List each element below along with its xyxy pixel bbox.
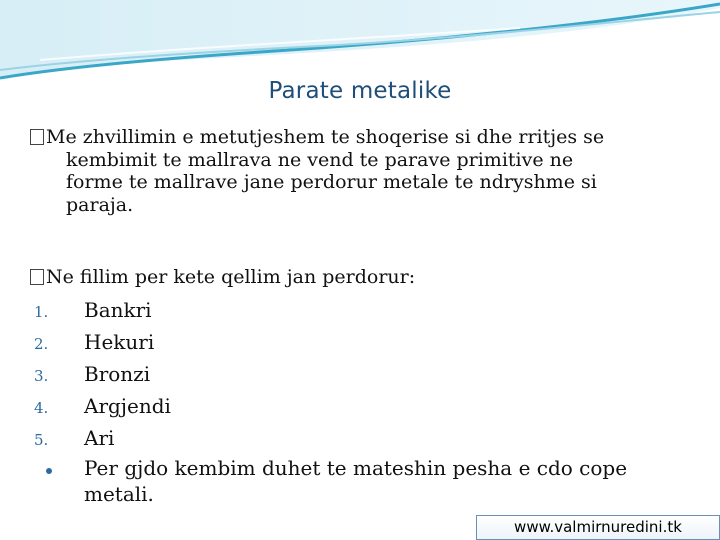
paragraph-line: Ne fillim per kete qellim jan perdorur: xyxy=(30,266,690,289)
header-wave-decoration xyxy=(0,0,720,90)
list-number: 1. xyxy=(34,303,49,321)
list-item xyxy=(30,394,690,426)
list-item xyxy=(30,426,690,458)
list-item-text: Ari xyxy=(84,426,115,450)
list-item-text: Argjendi xyxy=(84,394,171,418)
list-item-bullet xyxy=(30,458,690,512)
website-footer: www.valmirnuredini.tk xyxy=(476,515,720,540)
paragraph-line: forme te mallrave jane perdorur metale te ndryshme si xyxy=(66,171,597,193)
list-item-text: Per gjdo kembim duhet te mateshin pesha e cdo cope metali. xyxy=(84,456,628,506)
paragraph-intro-list xyxy=(30,266,690,289)
paragraph-development xyxy=(30,126,690,216)
list-number: 3. xyxy=(34,367,49,385)
missing-glyph-icon xyxy=(30,269,44,285)
slide-title: Parate metalike xyxy=(268,78,452,104)
list-number: 2. xyxy=(34,335,49,353)
metals-list xyxy=(30,298,690,512)
list-item-text: Bronzi xyxy=(84,362,151,386)
list-item xyxy=(30,298,690,330)
list-number: 5. xyxy=(34,431,49,449)
paragraph-line: paraja. xyxy=(66,193,134,216)
bullet-dot-icon xyxy=(46,468,52,474)
list-item xyxy=(30,362,690,394)
list-number: 4. xyxy=(34,399,49,417)
list-item-text: Hekuri xyxy=(84,330,155,354)
list-item xyxy=(30,330,690,362)
paragraph-line: Me zhvillimin e metutjeshem te shoqerise si dhe rritjes se xyxy=(30,126,690,149)
list-item-text: Bankri xyxy=(84,298,152,322)
paragraph-line: kembimit te mallrava ne vend te parave primitive ne xyxy=(66,148,574,171)
missing-glyph-icon xyxy=(30,129,44,145)
